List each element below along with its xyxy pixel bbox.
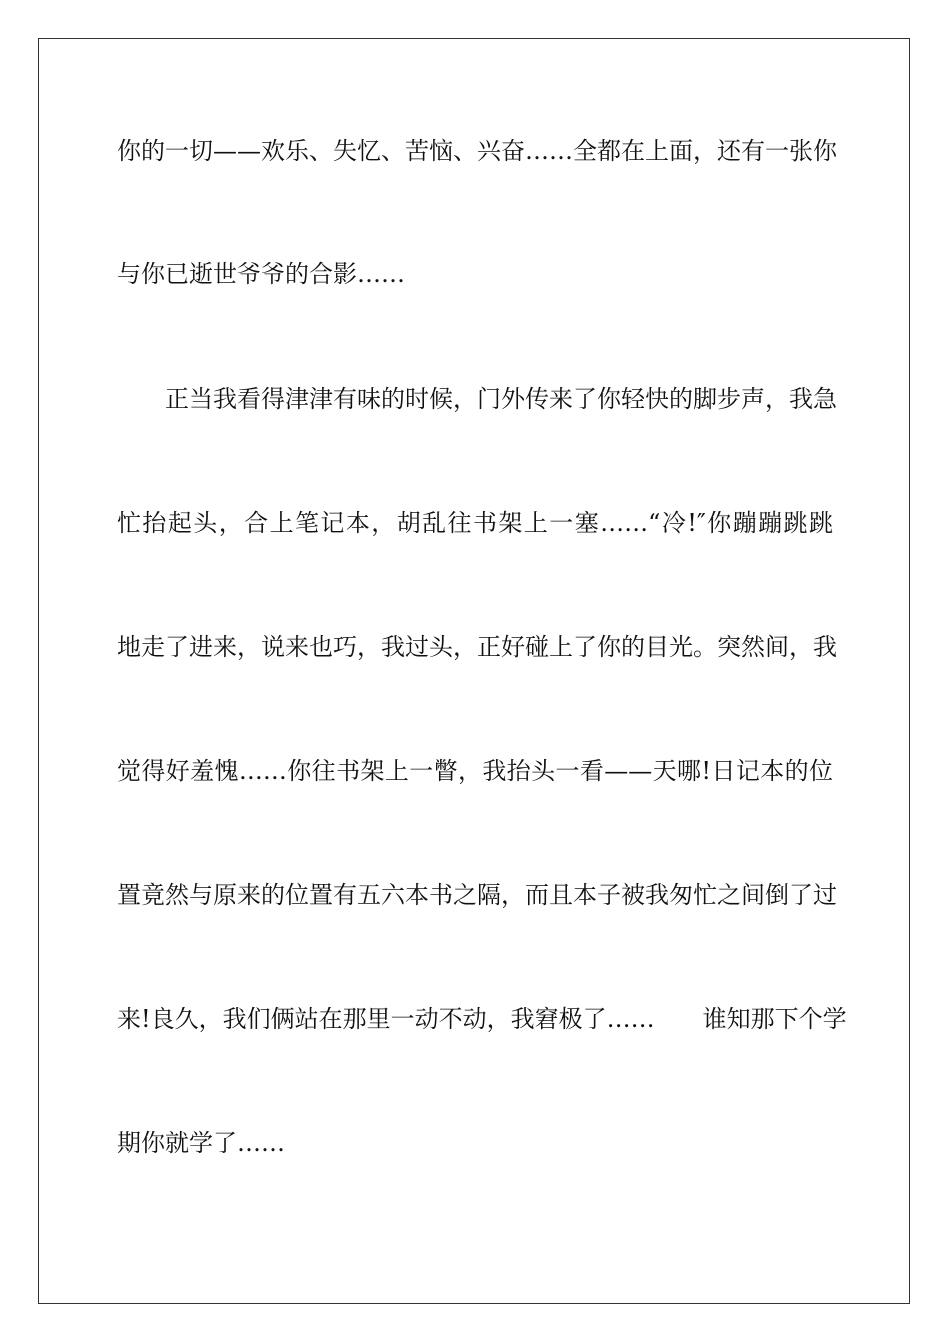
text-line: 来!良久，我们俩站在那里一动不动，我窘极了…… 谁知那下个学 <box>117 1005 847 1033</box>
text-line: 正当我看得津津有味的时候，门外传来了你轻快的脚步声，我急 <box>117 385 837 413</box>
text-line: 忙抬起头，合上笔记本，胡乱往书架上一塞……“冷!″你蹦蹦跳跳 <box>117 509 833 537</box>
text-line: 你的一切——欢乐、失忆、苦恼、兴奋……全都在上面，还有一张你 <box>117 137 837 165</box>
text-line: 置竟然与原来的位置有五六本书之隔，而且本子被我匆忙之间倒了过 <box>117 881 837 909</box>
text-line: 与你已逝世爷爷的合影…… <box>117 260 405 288</box>
text-line: 觉得好羞愧……你往书架上一瞥，我抬头一看——天哪!日记本的位 <box>117 757 833 785</box>
page-border <box>38 38 910 1304</box>
text-line: 地走了进来，说来也巧，我过头，正好碰上了你的目光。突然间，我 <box>117 633 837 661</box>
text-line: 期你就学了…… <box>117 1129 285 1157</box>
